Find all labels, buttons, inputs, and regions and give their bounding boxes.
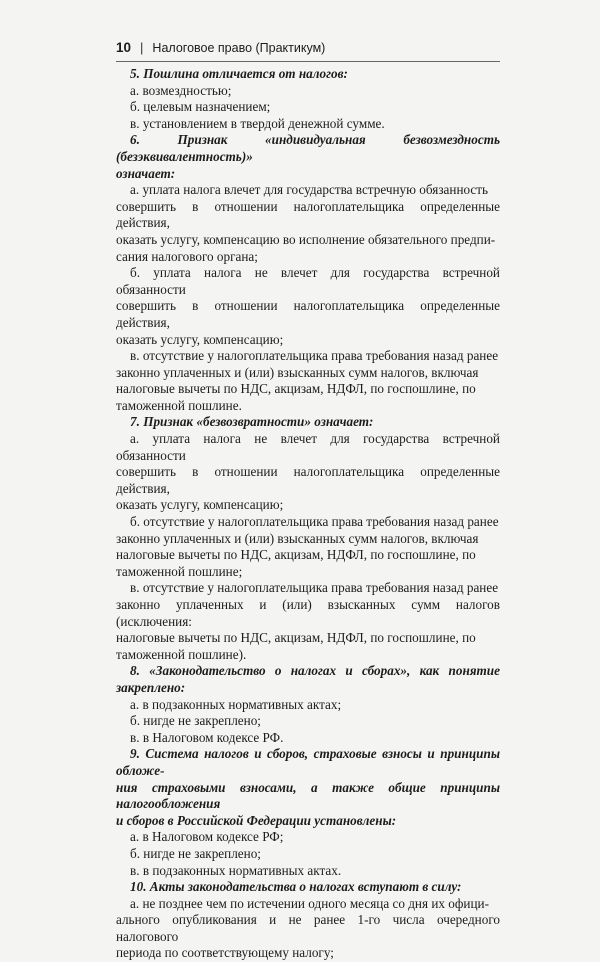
question-8-title: 8. «Законодательство о налогах и сборах», как понятие закреплено:: [116, 663, 500, 695]
question-6-title: 6. Признак «индивидуальная безвозмездность (безэквивалентность)» означает:: [116, 132, 500, 181]
question-9-option-c: в. в подзаконных нормативных актах.: [130, 862, 342, 878]
question-7-title: 7. Признак «безвозвратности» означает:: [130, 414, 374, 430]
question-7-option-a: а. уплата налога не влечет для государства встречной обязанности совершить в отношении налогоплательщика определенные действия, оказать услугу, компенсацию;: [116, 431, 500, 513]
question-10-option-a: а. не позднее чем по истечении одного месяца со дня их офици- ального опубликования и не ранее 1-го числа очередного налогового периода по соответствующему налогу;: [116, 895, 500, 961]
question-9-title: 9. Система налогов и сборов, страховые взносы и принципы обложе- ния страховыми взносами, а также общие принципы налогообложения и сборов в Российской Федерации установлены:: [116, 746, 500, 828]
question-8-option-b: б. нигде не закреплено;: [130, 713, 261, 729]
running-title: Налоговое право (Практикум): [152, 41, 326, 55]
question-6-option-a: а. уплата налога влечет для государства встречную обязанность совершить в отношении налогоплательщика определенные действия, оказать услугу, компенсацию во исполнение обязательного предпи- сания налогового органа;: [116, 182, 500, 264]
questions-list: [116, 66, 500, 962]
question-7-option-c: в. отсутствие у налогоплательщика права требования назад ранее законно уплаченных и (или) взысканных сумм налогов (исключения: налоговые вычеты по НДС, акцизам, НДФЛ, по госпошлине, по таможенной пошлине).: [116, 580, 500, 662]
question-5-title: 5. Пошлина отличается от налогов:: [130, 66, 348, 81]
header-separator: |: [140, 40, 144, 55]
question-9-option-a: а. в Налоговом кодексе РФ;: [130, 829, 284, 845]
question-6-option-b: б. уплата налога не влечет для государства встречной обязанности совершить в отношении налогоплательщика определенные действия, оказать услугу, компенсацию;: [116, 265, 500, 347]
page-number: 10: [116, 40, 132, 55]
question-9-option-b: б. нигде не закреплено;: [130, 845, 261, 861]
question-7-option-b: б. отсутствие у налогоплательщика права требования назад ранее законно уплаченных и (или) взысканных сумм налогов, включая налоговые вычеты по НДС, акцизам, НДФЛ, по госпошлине, по таможенной пошлине;: [116, 514, 499, 579]
question-6-option-c: в. отсутствие у налогоплательщика права требования назад ранее законно уплаченных и (или) взысканных сумм налогов, включая налоговые вычеты по НДС, акцизам, НДФЛ, по госпошлине, по таможенной пошлине.: [116, 348, 499, 413]
question-5-option-a: а. возмездностью;: [130, 82, 232, 98]
question-8-option-c: в. в Налоговом кодексе РФ.: [130, 729, 284, 745]
question-10-title: 10. Акты законодательства о налогах вступают в силу:: [130, 879, 462, 895]
header-rule: [116, 61, 500, 62]
page-header: [116, 40, 500, 60]
question-5-option-b: б. целевым назначением;: [130, 99, 271, 115]
question-8-option-a: а. в подзаконных нормативных актах;: [130, 696, 342, 712]
question-5-option-c: в. установлением в твердой денежной сумме.: [130, 115, 385, 131]
